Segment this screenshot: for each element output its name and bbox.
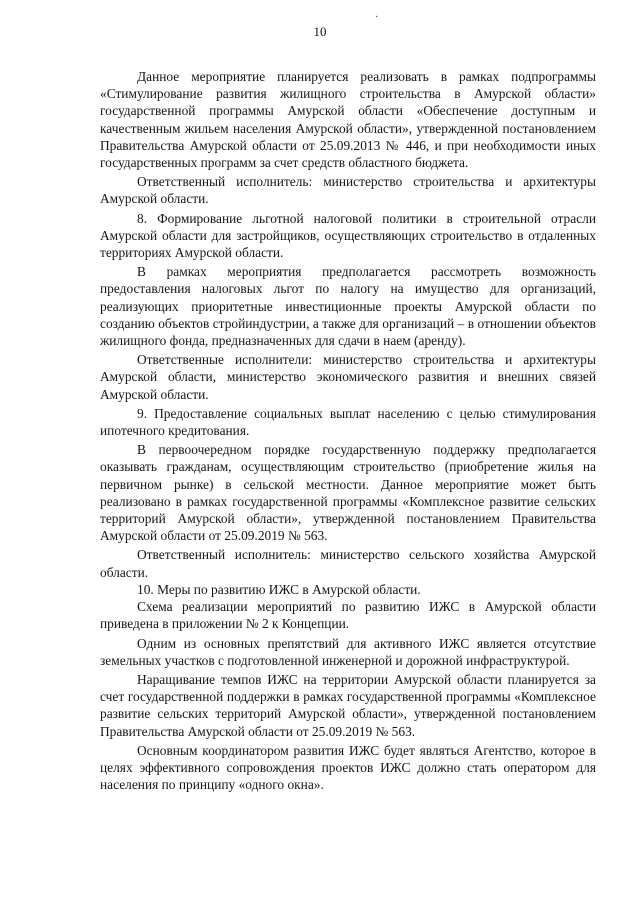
document-body bbox=[100, 68, 596, 793]
paragraph-state-support: В первоочередном порядке государственную поддержку предполагается оказывать гражданам, осуществляющим строительство (приобретение жилья на первичном рынке) в сельской местности. Данное мероприятие может быть реализовано в рамках государственной программы «Комплексное развитие сельских территорий Амурской области», утвержденной постановлением Правительства Амурской области от 25.09.2019 № 563. bbox=[100, 442, 596, 544]
paragraph-obstacles: Одним из основных препятствий для активного ИЖС является отсутствие земельных участков с подготовленной инженерной и дорожной инфраструктурой. bbox=[100, 635, 596, 668]
paragraph-implementation-scheme: Схема реализации мероприятий по развитию ИЖС в Амурской области приведена в приложении № 2 к Концепции. bbox=[100, 599, 596, 632]
page-number: 10 bbox=[313, 24, 327, 39]
paragraph-responsible-executors: Ответственные исполнители: министерство строительства и архитектуры Амурской области, министерство экономического развития и внешних связей Амурской области. bbox=[100, 352, 596, 402]
paragraph-item-8-heading: 8. Формирование льготной налоговой политики в строительной отрасли Амурской области для застройщиков, осуществляющих строительство в отдаленных территориях Амурской области. bbox=[100, 210, 596, 261]
scan-mark: · bbox=[375, 12, 379, 23]
paragraph-responsible-executor: Ответственный исполнитель: министерство строительства и архитектуры Амурской области. bbox=[100, 174, 596, 207]
paragraph-item-9-heading: 9. Предоставление социальных выплат населению с целью стимулирования ипотечного кредитования. bbox=[100, 405, 596, 439]
paragraph-coordinator: Основным координатором развития ИЖС будет являться Агентство, которое в целях эффективного сопровождения проектов ИЖС должно стать оператором для населения по принципу «одного окна». bbox=[100, 742, 596, 793]
paragraph-responsible-agriculture: Ответственный исполнитель: министерство сельского хозяйства Амурской области. bbox=[100, 547, 596, 580]
paragraph-tax-benefits: В рамках мероприятия предполагается рассмотреть возможность предоставления налоговых льгот по налогу на имущество для организаций, реализующих приоритетные инвестиционные проекты Амурской области по созданию объектов стройиндустрии, а также для организаций – в отношении объектов жилищного фонда, предназначенных для сдачи в наем (аренду). bbox=[100, 264, 596, 349]
paragraph-growth-rates: Наращивание темпов ИЖС на территории Амурской области планируется за счет государственной поддержки в рамках государственной программы «Комплексное развитие сельских территорий Амурской области», утвержденной постановлением Правительства Амурской области от 25.09.2019 № 563. bbox=[100, 671, 596, 739]
paragraph-item-10-heading: 10. Меры по развитию ИЖС в Амурской области. bbox=[137, 581, 421, 597]
paragraph-program-implementation: Данное мероприятие планируется реализовать в рамках подпрограммы «Стимулирование развития жилищного строительства в Амурской области» государственной программы Амурской области «Обеспечение доступным и качественным жильем населения Амурской области», утвержденной постановлением Правительства Амурской области от 25.09.2013 № 446, и при необходимости иных государственных программ за счет средств областного бюджета. bbox=[100, 69, 596, 171]
